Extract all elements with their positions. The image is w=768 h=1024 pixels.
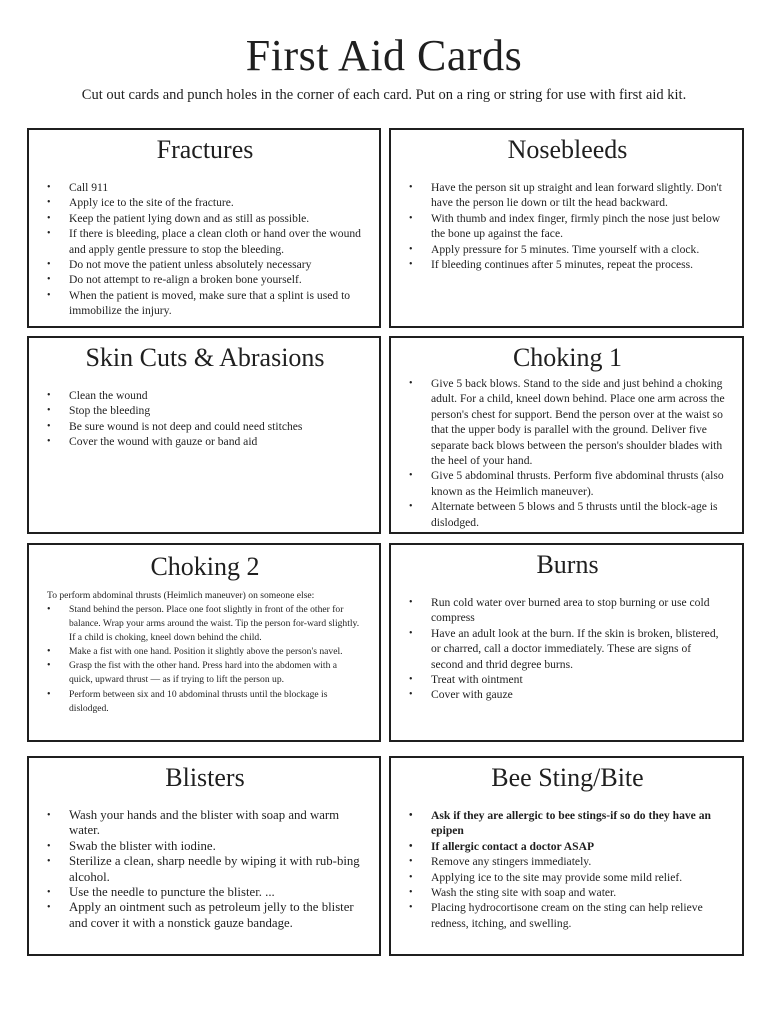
card-list: [409, 595, 726, 703]
list-item: • Apply pressure for 5 minutes. Time yourself with a clock.: [431, 242, 726, 257]
list-item: • If allergic contact a doctor ASAP: [431, 839, 726, 854]
card-nosebleeds: [389, 128, 744, 328]
list-item: • Do not move the patient unless absolutely necessary: [69, 257, 363, 272]
list-item: • If there is bleeding, place a clean cloth or hand over the wound and apply gentle pressure to stop the bleeding.: [69, 226, 363, 257]
list-item: • Stop the bleeding: [69, 403, 363, 418]
card-list: [409, 808, 726, 931]
page-title: First Aid Cards: [245, 31, 523, 80]
list-item: • Applying ice to the site may provide some mild relief.: [431, 870, 726, 885]
list-item: • Apply an ointment such as petroleum jelly to the blister and cover it with a nonstick gauze bandage.: [69, 900, 363, 931]
list-item: • Perform between six and 10 abdominal thrusts until the blockage is dislodged.: [69, 688, 363, 716]
card-fractures: [27, 128, 381, 328]
list-item: • Use the needle to puncture the blister. ...: [69, 885, 363, 900]
card-list: [409, 180, 726, 272]
card-title: Skin Cuts & Abrasions: [85, 343, 325, 372]
list-item: • Cover with gauze: [431, 687, 726, 702]
list-item: • If bleeding continues after 5 minutes, repeat the process.: [431, 257, 726, 272]
list-item: • Keep the patient lying down and as still as possible.: [69, 211, 363, 226]
list-item: • Wash your hands and the blister with soap and warm water.: [69, 808, 363, 839]
card-blisters: [27, 756, 381, 956]
card-list: [47, 180, 363, 319]
card-intro: To perform abdominal thrusts (Heimlich maneuver) on someone else:: [47, 590, 315, 601]
list-item: • Apply ice to the site of the fracture.: [69, 195, 363, 210]
list-item: • Give 5 back blows. Stand to the side and just behind a choking adult. For a child, kneel down behind. Place one arm across the person's chest for support. Bend the person over at the waist so that the upper body is parallel with the ground. Deliver five separate back blows between the person's shoulder blades with the heel of your hand.: [431, 376, 726, 468]
card-title: Blisters: [165, 763, 245, 792]
card-choking-1: [389, 336, 744, 534]
page-subtitle: Cut out cards and punch holes in the corner of each card. Put on a ring or string for use with first aid kit.: [81, 87, 687, 103]
list-item: • Grasp the fist with the other hand. Press hard into the abdomen with a quick, upward thrust — as if trying to lift the person up.: [69, 659, 363, 687]
list-item: • With thumb and index finger, firmly pinch the nose just below the bone up against the face.: [431, 211, 726, 242]
list-item: • Have the person sit up straight and lean forward slightly. Don't have the person lie down or tilt the head backward.: [431, 180, 726, 211]
list-item: • Have an adult look at the burn. If the skin is broken, blistered, or charred, call a doctor immediately. These are signs of second and thrid degree burns.: [431, 626, 726, 672]
list-item: • Do not attempt to re-align a broken bone yourself.: [69, 272, 363, 287]
card-list: [47, 603, 363, 716]
list-item: • Alternate between 5 blows and 5 thrusts until the block-age is dislodged.: [431, 499, 726, 530]
card-title: Choking 2: [150, 552, 260, 581]
card-list: [47, 388, 363, 450]
card-title: Choking 1: [512, 343, 623, 372]
list-item: • Call 911: [69, 180, 363, 195]
list-item: • Clean the wound: [69, 388, 363, 403]
list-item: • Placing hydrocortisone cream on the sting can help relieve redness, itching, and swelling.: [431, 900, 726, 931]
card-title: Bee Sting/Bite: [491, 763, 644, 792]
card-title: Burns: [536, 550, 599, 579]
list-item: • Stand behind the person. Place one foot slightly in front of the other for balance. Wrap your arms around the waist. Tip the person for-ward slightly. If a child is choking, kneel down behind the child.: [69, 603, 363, 645]
card-skin-cuts: [27, 336, 381, 534]
list-item: • Remove any stingers immediately.: [431, 854, 726, 869]
list-item: • Treat with ointment: [431, 672, 726, 687]
card-bee-sting: [389, 756, 744, 956]
list-item: • Swab the blister with iodine.: [69, 839, 363, 854]
list-item: • Run cold water over burned area to stop burning or use cold compress: [431, 595, 726, 626]
list-item: • Wash the sting site with soap and water.: [431, 885, 726, 900]
list-item: • Be sure wound is not deep and could need stitches: [69, 419, 363, 434]
list-item: • When the patient is moved, make sure that a splint is used to immobilize the injury.: [69, 288, 363, 319]
list-item: • Make a fist with one hand. Position it slightly above the person's navel.: [69, 645, 363, 659]
list-item: • Cover the wound with gauze or band aid: [69, 434, 363, 449]
card-burns: [389, 543, 744, 742]
card-choking-2: [27, 543, 381, 742]
card-title: Nosebleeds: [507, 135, 628, 164]
card-list: [409, 376, 726, 530]
list-item: • Ask if they are allergic to bee stings-if so do they have an epipen: [431, 808, 726, 839]
card-title: Fractures: [156, 135, 254, 164]
list-item: • Give 5 abdominal thrusts. Perform five abdominal thrusts (also known as the Heimlich maneuver).: [431, 468, 726, 499]
list-item: • Sterilize a clean, sharp needle by wiping it with rub-bing alcohol.: [69, 854, 363, 885]
card-list: [47, 808, 363, 931]
